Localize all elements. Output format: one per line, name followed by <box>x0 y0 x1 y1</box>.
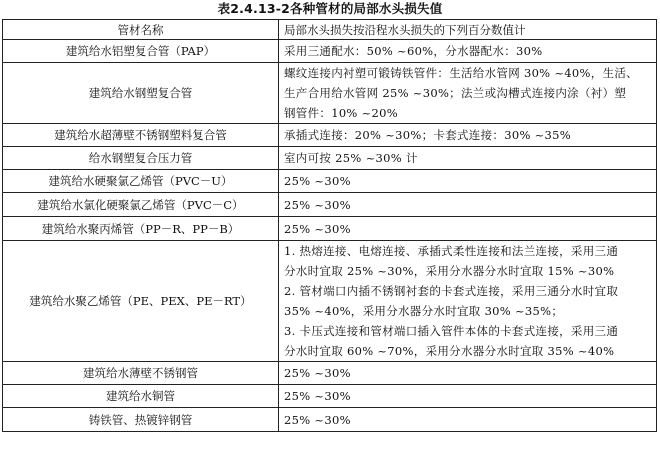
pipe-name-cell: 铸铁管、热镀锌钢管 <box>3 408 279 432</box>
table-row <box>3 217 657 241</box>
pipe-name-cell: 建筑给水硬聚氯乙烯管（PVC－U） <box>3 170 279 193</box>
table-row <box>3 385 657 408</box>
loss-value-cell <box>279 217 657 241</box>
loss-value-line: 25% ~30% <box>284 412 351 427</box>
table-row <box>3 63 657 124</box>
loss-value-line: 25% ~30% <box>284 221 351 236</box>
loss-value-line: 25% ~30% <box>284 197 351 212</box>
loss-value-line: 1. 热熔连接、电熔连接、承插式柔性连接和法兰连接，采用三通 <box>284 244 619 258</box>
loss-value-line: 3. 卡压式连接和管材端口插入管件本体的卡套式连接，采用三通 <box>284 324 619 338</box>
table-row <box>3 193 657 217</box>
pipe-name-cell: 建筑给水铝塑复合管（PAP） <box>3 40 279 63</box>
loss-value-line: 钢管件：10% ~20% <box>284 106 399 120</box>
table-row <box>3 408 657 432</box>
loss-value-cell <box>279 147 657 170</box>
loss-value-line: 35% ~40%，采用分水器分水时宜取 30% ~35%； <box>284 304 564 318</box>
table-row <box>3 362 657 385</box>
table-row <box>3 40 657 63</box>
pipe-name-cell: 建筑给水聚乙烯管（PE、PEX、PE－RT） <box>3 241 279 362</box>
loss-value-cell <box>279 40 657 63</box>
pipe-name-cell: 建筑给水薄壁不锈钢管 <box>3 362 279 385</box>
loss-value-line: 采用三通配水：50% ~60%，分水器配水：30% <box>284 44 543 58</box>
loss-value-cell <box>279 385 657 408</box>
loss-value-cell <box>279 193 657 217</box>
head-loss-table <box>2 19 657 432</box>
loss-value-line: 室内可按 25% ~30% 计 <box>284 151 418 165</box>
pipe-name-cell: 建筑给水氯化硬聚氯乙烯管（PVC－C） <box>3 193 279 217</box>
loss-value-line: 生产合用给水管网 25% ~30%；法兰或沟槽式连接内涂（衬）塑 <box>284 86 627 100</box>
table-row <box>3 147 657 170</box>
table-row <box>3 124 657 147</box>
header-pipe-material: 管材名称 <box>3 20 279 40</box>
loss-value-line: 2. 管材端口内插不锈钢衬套的卡套式连接，采用三通分水时宜取 <box>284 284 619 298</box>
pipe-name-cell: 给水钢塑复合压力管 <box>3 147 279 170</box>
loss-value-line: 25% ~30% <box>284 174 351 188</box>
loss-value-line: 25% ~30% <box>284 389 351 403</box>
pipe-name-cell: 建筑给水超薄壁不锈钢塑料复合管 <box>3 124 279 147</box>
loss-value-line: 分水时宜取 60% ~70%，采用分水器分水时宜取 35% ~40% <box>284 344 615 358</box>
loss-value-cell <box>279 362 657 385</box>
loss-value-cell <box>279 241 657 362</box>
loss-value-cell <box>279 408 657 432</box>
header-loss-percentage: 局部水头损失按沿程水头损失的下列百分数值计 <box>279 20 657 40</box>
loss-value-cell <box>279 63 657 124</box>
loss-value-line: 分水时宜取 25% ~30%，采用分水器分水时宜取 15% ~30% <box>284 264 615 278</box>
loss-value-line: 承插式连接：20% ~30%；卡套式连接：30% ~35% <box>284 128 572 142</box>
table-row <box>3 241 657 362</box>
pipe-name-cell: 建筑给水铜管 <box>3 385 279 408</box>
table-row <box>3 170 657 193</box>
table-header-row <box>3 20 657 40</box>
loss-value-cell <box>279 124 657 147</box>
pipe-name-cell: 建筑给水聚丙烯管（PP－R、PP－B） <box>3 217 279 241</box>
table-caption: 表2.4.13-2各种管材的局部水头损失值 <box>217 1 443 16</box>
loss-value-line: 25% ~30% <box>284 366 351 380</box>
pipe-name-cell: 建筑给水钢塑复合管 <box>3 63 279 124</box>
loss-value-line: 螺纹连接内衬塑可锻铸铁管件：生活给水管网 30% ~40%，生活、 <box>284 66 638 80</box>
loss-value-cell <box>279 170 657 193</box>
